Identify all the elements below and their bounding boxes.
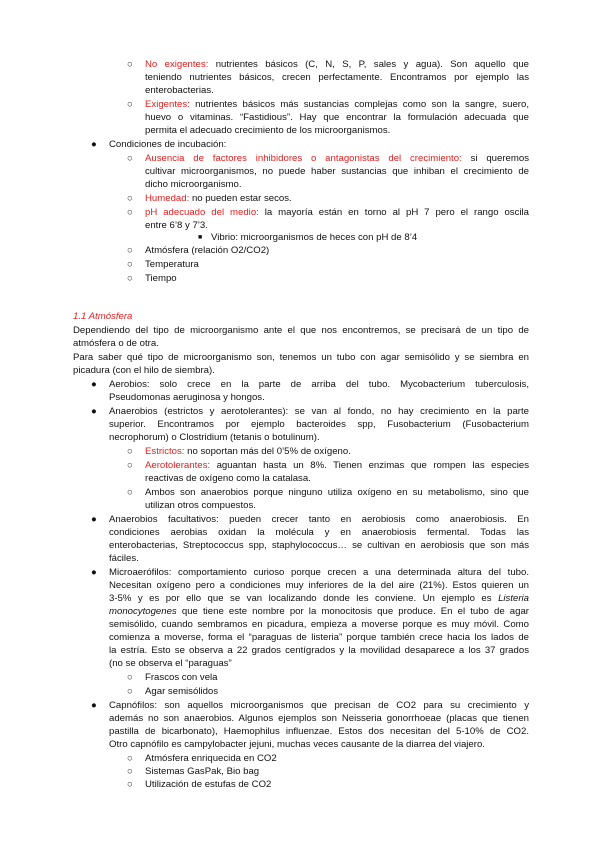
circle-bullet-icon: ○ <box>127 446 133 457</box>
ausencia-label: Ausencia de factores inhibidores o antagonistas del crecimiento: <box>145 153 462 164</box>
capnofilos-sub-3: Utilización de estufas de CO2 <box>145 779 272 790</box>
capnofilos-sub-2: Sistemas GasPak, Bio bag <box>145 766 260 777</box>
microaerofilos-text-3: 3-5% y es por ello que se van localizando donde les conviene. Un ejemplo es <box>109 593 492 604</box>
condiciones-incubacion: Condiciones de incubación: <box>109 139 227 150</box>
monocytogenes-italic: monocytogenes <box>109 606 177 617</box>
facultativos-line-1: Anaerobios facultativos: pueden crecer tanto en aerobiosis como anaerobiosis. En <box>109 514 529 525</box>
capnofilos-sub-1: Atmósfera enriquecida en CO2 <box>145 753 277 764</box>
paragraph-2-line-1: Para saber qué tipo de microorganismo son, tenemos un tubo con agar semisólido y se siembra en <box>73 352 529 363</box>
humedad-line <box>145 193 292 206</box>
section-heading-atmosfera: 1.1 Atmósfera <box>73 311 133 322</box>
listeria-italic: Listeria <box>498 593 529 604</box>
microaerofilos-line-1: Microaerófilos: comportamiento curioso porque crecen a una determinada altura del tubo. <box>109 567 529 578</box>
microaerofilos-line-7: la estría. Esto se observa a 22 grados centígrados y la movilidad desaparece a los 37 grados <box>109 645 529 656</box>
circle-bullet-icon: ○ <box>127 259 133 270</box>
atmosfera-item: Atmósfera (relación O2/CO2) <box>145 245 270 256</box>
circle-bullet-icon: ○ <box>127 686 133 697</box>
circle-bullet-icon: ○ <box>127 207 133 218</box>
circle-bullet-icon: ○ <box>127 460 133 471</box>
no-exigentes-line-1 <box>145 59 529 72</box>
estrictos-label: Estrictos: <box>145 446 185 457</box>
frascos-item: Frascos con vela <box>145 672 218 683</box>
exigentes-line-2: huevo o vitaminas. “Fastidious”. Hay que encontrar la formulación adecuada que <box>145 112 529 123</box>
circle-bullet-icon: ○ <box>127 487 133 498</box>
circle-bullet-icon: ○ <box>127 273 133 284</box>
disc-bullet-icon: ● <box>91 700 97 711</box>
capnofilos-line-3: pastilla de bicarbonato), Haemophilus influenzae. Estos dos necesitan del 5-10% de CO2. <box>109 726 529 737</box>
ph-label: pH adecuado del medio: <box>145 207 259 218</box>
microaerofilos-line-4 <box>109 606 529 619</box>
ph-line-2: entre 6’8 y 7’3. <box>145 220 208 231</box>
microaerofilos-line-3 <box>109 593 529 606</box>
facultativos-line-4: fáciles. <box>109 553 139 564</box>
no-exigentes-line-2: teniendo nutrientes básicos, crecen perfectamente. Encontramos por ejemplo las <box>145 72 529 83</box>
circle-bullet-icon: ○ <box>127 753 133 764</box>
paragraph-2-line-2: picadura (con el hilo de siembra). <box>73 365 215 376</box>
circle-bullet-icon: ○ <box>127 779 133 790</box>
disc-bullet-icon: ● <box>91 567 97 578</box>
disc-bullet-icon: ● <box>91 514 97 525</box>
microaerofilos-line-6: comienza a moverse, forma el “paraguas de listeria” porque también crece hacia los lados de <box>109 632 529 643</box>
aerobios-line-1: Aerobios: solo crece en la parte de arriba del tubo. Mycobacterium tuberculosis, <box>109 379 529 390</box>
anaerobios-line-2: superior. Encontramos por ejemplo bacteroides spp, Fusobacterium (Fusobacterium <box>109 419 529 430</box>
ausencia-text-1: si queremos <box>470 153 529 164</box>
temperatura-item: Temperatura <box>145 259 199 270</box>
disc-bullet-icon: ● <box>91 379 97 390</box>
exigentes-line-3: permita el adecuado crecimiento de los microorganismos. <box>145 125 391 136</box>
exigentes-label: Exigentes: <box>145 99 190 110</box>
ambos-line-1: Ambos son anaerobios porque ninguno utiliza oxígeno en su metabolismo, sino que <box>145 487 529 498</box>
square-bullet-icon: ■ <box>198 234 203 241</box>
exigentes-line-1 <box>145 99 529 112</box>
ambos-line-2: utilizan otros compuestos. <box>145 500 256 511</box>
aerobios-line-2: Pseudomonas aeruginosa y hongos. <box>109 392 265 403</box>
microaerofilos-line-8: (no se observa el “paraguas” <box>109 658 232 669</box>
circle-bullet-icon: ○ <box>127 99 133 110</box>
circle-bullet-icon: ○ <box>127 766 133 777</box>
ph-line-1 <box>145 207 529 220</box>
microaerofilos-text-4: que tiene este nombre por la monocitosis que produce. En el tubo de agar <box>181 606 529 617</box>
ausencia-line-1 <box>145 153 529 166</box>
microaerofilos-line-5: semisólido, cuando sembramos en picadura, empieza a moverse porque es muy móvil. Como <box>109 619 529 630</box>
aerotolerantes-text-1: aguantan hasta un 8%. Tienen enzimas que rompen las especies <box>216 460 529 471</box>
capnofilos-line-1: Capnófilos: son aquellos microorganismos que precisan de CO2 para su crecimiento y <box>109 700 529 711</box>
estrictos-line <box>145 446 351 459</box>
estrictos-text: no soportan más del 0’5% de oxígeno. <box>187 446 351 457</box>
humedad-text: no pueden estar secos. <box>191 193 292 204</box>
disc-bullet-icon: ● <box>91 406 97 417</box>
aerotolerantes-line-2: reactivas de oxígeno como la catalasa. <box>145 473 311 484</box>
exigentes-text-1: nutrientes básicos más sustancias complejas como son la sangre, suero, <box>195 99 529 110</box>
tiempo-item: Tiempo <box>145 273 177 284</box>
no-exigentes-text-1: nutrientes básicos (C, N, S, P, sales y agua). Son aquello que <box>215 59 529 70</box>
humedad-label: Humedad: <box>145 193 190 204</box>
circle-bullet-icon: ○ <box>127 245 133 256</box>
facultativos-line-2: condiciones aerobias oxidan la molécula y en anaerobiosis fermental. Todas las <box>109 527 529 538</box>
paragraph-1-line-2: atmósfera o de otra. <box>73 338 159 349</box>
circle-bullet-icon: ○ <box>127 672 133 683</box>
ausencia-line-3: dicho microorganismo. <box>145 179 242 190</box>
capnofilos-line-2: además no son anaerobios. Algunos ejemplos son Neisseria gonorrhoeae (placas que tienen <box>109 713 529 724</box>
capnofilos-line-4: Otro capnófilo es campylobacter jejuni, muchas veces causante de la diarrea del viajero. <box>109 739 485 750</box>
vibrio-line: Vibrio: microorganismos de heces con pH de 8’4 <box>211 232 418 243</box>
no-exigentes-label: No exigentes: <box>145 59 209 70</box>
agar-item: Agar semisólidos <box>145 686 219 697</box>
aerotolerantes-label: Aerotolerantes: <box>145 460 211 471</box>
circle-bullet-icon: ○ <box>127 193 133 204</box>
anaerobios-line-1: Anaerobios (estrictos y aerotolerantes): se van al fondo, no hay crecimiento en la parte <box>109 406 529 417</box>
circle-bullet-icon: ○ <box>127 153 133 164</box>
ausencia-line-2: cultivar microorganismos, no puede haber sustancias que inhiban el crecimiento de <box>145 166 529 177</box>
microaerofilos-line-2: Necesitan oxígeno pero a condiciones muy inferiores de la del aire (21%). Estos quieren un <box>109 580 529 591</box>
paragraph-1-line-1: Dependiendo del tipo de microorganismo ante el que nos encontremos, se precisará de un tipo de <box>73 325 529 336</box>
anaerobios-line-3: necrophorum) o Clostridium (tetanis o botulinum). <box>109 432 320 443</box>
facultativos-line-3: enterobacterias, Streptococcus spp, staphylococcus… se cultivan en aerobiosis que son más <box>109 540 529 551</box>
no-exigentes-line-3: enterobacterias. <box>145 85 214 96</box>
circle-bullet-icon: ○ <box>127 59 133 70</box>
disc-bullet-icon: ● <box>91 139 97 150</box>
aerotolerantes-line-1 <box>145 460 529 473</box>
ph-text-1: la mayoría están en torno al pH 7 pero el rango oscila <box>264 207 529 218</box>
